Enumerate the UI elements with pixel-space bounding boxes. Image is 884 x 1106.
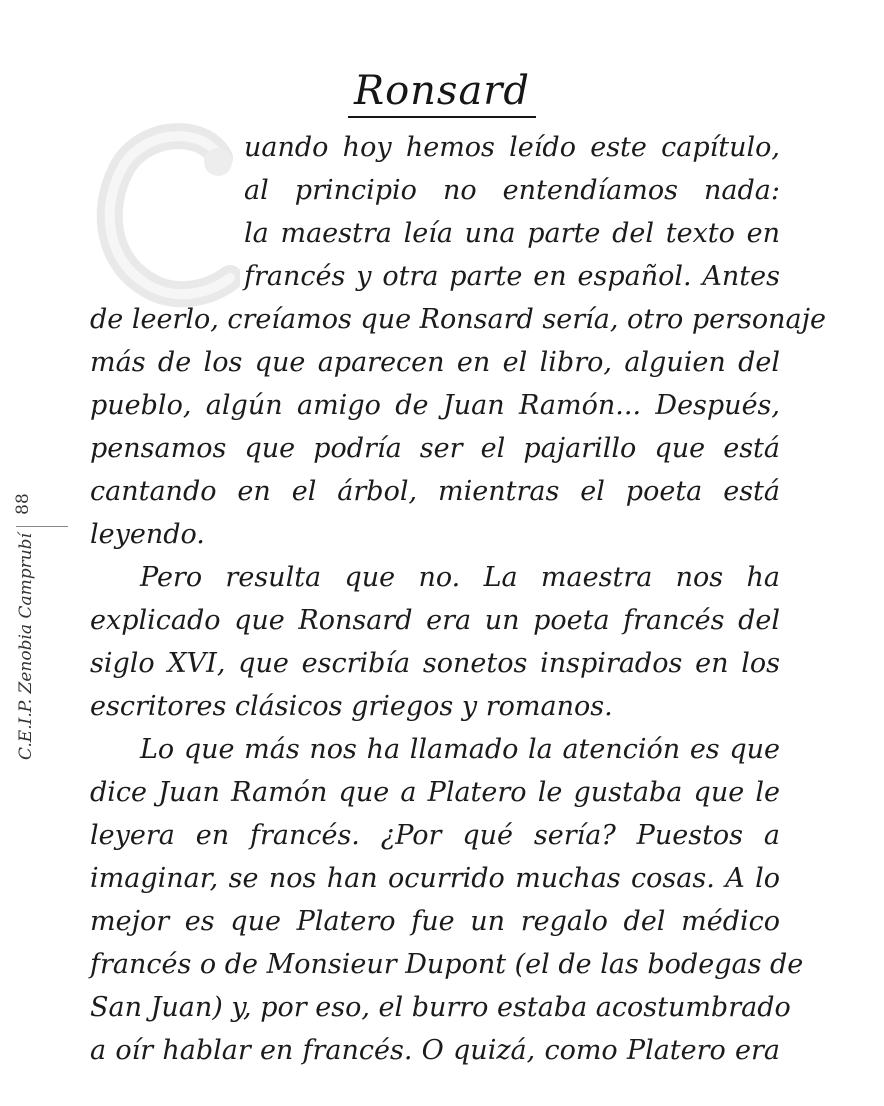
text-line: pensamos que podría ser el pajarillo que está: [90, 433, 780, 464]
school-name-label: C.E.I.P. Zenobia Camprubí: [16, 533, 36, 760]
text-line: Lo que más nos ha llamado la atención es que: [140, 734, 780, 765]
text-line: pueblo, algún amigo de Juan Ramón... Después,: [90, 390, 780, 421]
text-line: leyendo.: [90, 519, 205, 550]
dropcap-c-ornament: [90, 118, 240, 308]
text-line: leyera en francés. ¿Por qué sería? Puestos a: [90, 820, 780, 851]
text-line: francés o de Monsieur Dupont (el de las bodegas de: [90, 949, 804, 980]
text-line: Pero resulta que no. La maestra nos ha: [140, 562, 780, 593]
text-line: la maestra leía una parte del texto en: [244, 218, 780, 249]
text-line: mejor es que Platero fue un regalo del médico: [90, 906, 780, 937]
text-line: más de los que aparecen en el libro, alguien del: [90, 347, 780, 378]
text-line: francés y otra parte en español. Antes: [244, 261, 780, 292]
text-line: uando hoy hemos leído este capítulo,: [244, 132, 780, 163]
text-line: escritores clásicos griegos y romanos.: [90, 691, 613, 722]
text-line: siglo XVI, que escribía sonetos inspirados en los: [90, 648, 780, 679]
text-line: San Juan) y, por eso, el burro estaba acostumbrado: [90, 992, 791, 1023]
margin-divider: [16, 526, 68, 527]
text-line: de leerlo, creíamos que Ronsard sería, otro personaje: [90, 304, 826, 335]
page-number: 88: [13, 493, 33, 515]
text-line: cantando en el árbol, mientras el poeta está: [90, 476, 780, 507]
text-line: a oír hablar en francés. O quizá, como Platero era: [90, 1035, 780, 1066]
page-title: Ronsard: [0, 68, 884, 114]
text-line: dice Juan Ramón que a Platero le gustaba que le: [90, 777, 780, 808]
text-line: imaginar, se nos han ocurrido muchas cosas. A lo: [90, 863, 780, 894]
text-line: al principio no entendíamos nada:: [244, 175, 780, 206]
text-line: explicado que Ronsard era un poeta francés del: [90, 605, 780, 636]
